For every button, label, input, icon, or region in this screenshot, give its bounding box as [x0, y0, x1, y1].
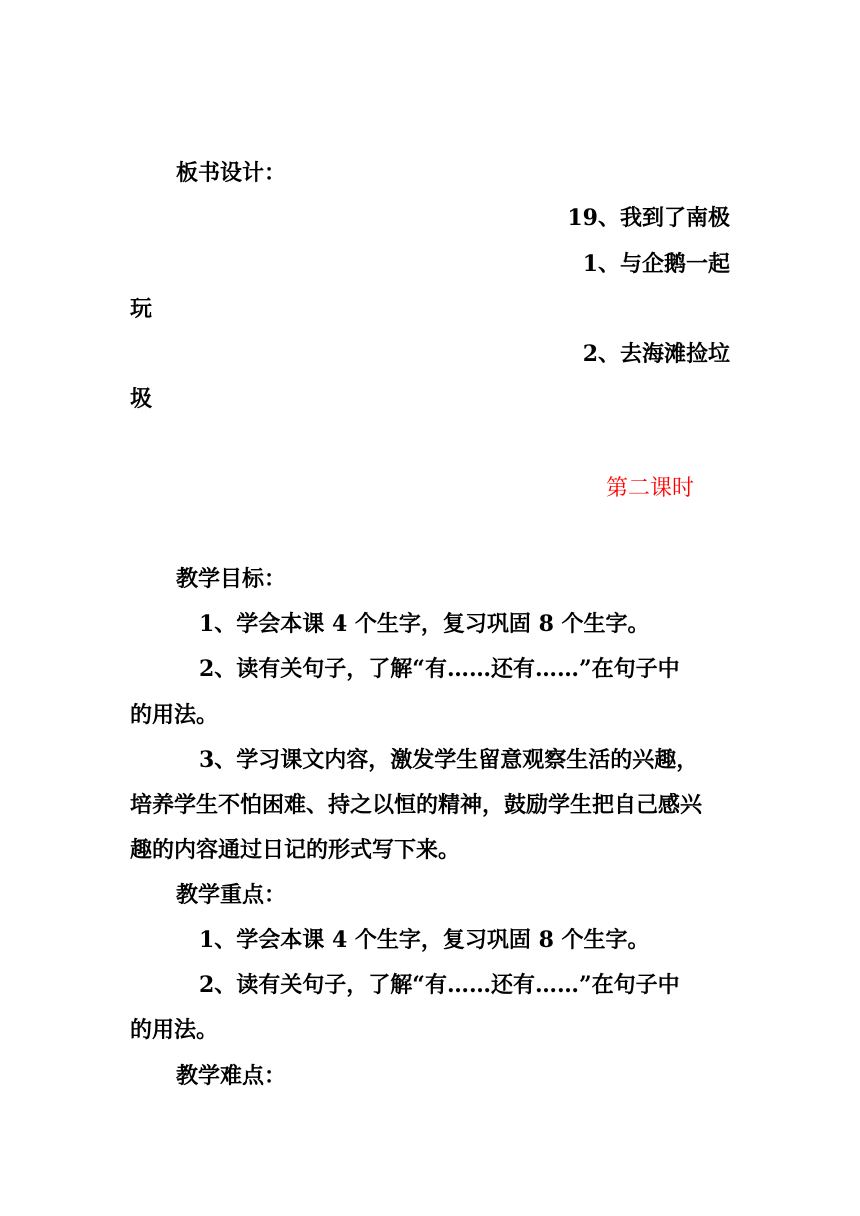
objectives-heading: 教学目标：	[176, 566, 287, 592]
key-point-2-line-1: 2、读有关句子，了解“有……还有……”在句子中	[199, 972, 680, 998]
board-item-1-continuation: 玩	[130, 296, 153, 322]
key-point-2-line-2: 的用法。	[130, 1017, 219, 1043]
lesson-period-label: 第二课时	[606, 476, 695, 501]
objective-1: 1、学会本课 4 个生字，复习巩固 8 个生字。	[199, 611, 650, 637]
lesson-title: 19、我到了南极	[567, 205, 730, 231]
key-point-1: 1、学会本课 4 个生字，复习巩固 8 个生字。	[199, 927, 650, 953]
board-item-1: 1、与企鹅一起	[582, 251, 730, 277]
board-item-2: 2、去海滩捡垃	[582, 341, 730, 367]
objective-2-line-2: 的用法。	[130, 702, 219, 728]
objective-3-line-3: 趣的内容通过日记的形式写下来。	[130, 837, 461, 863]
objective-3-line-1: 3、学习课文内容，激发学生留意观察生活的兴趣，	[199, 747, 699, 773]
board-item-2-continuation: 圾	[130, 386, 153, 412]
objective-3-line-2: 培养学生不怕困难、持之以恒的精神，鼓励学生把自己感兴	[130, 792, 703, 818]
key-points-heading: 教学重点：	[176, 882, 287, 908]
board-design-heading: 板书设计：	[176, 160, 287, 186]
objective-2-line-1: 2、读有关句子，了解“有……还有……”在句子中	[199, 656, 680, 682]
difficulties-heading: 教学难点：	[176, 1063, 287, 1089]
